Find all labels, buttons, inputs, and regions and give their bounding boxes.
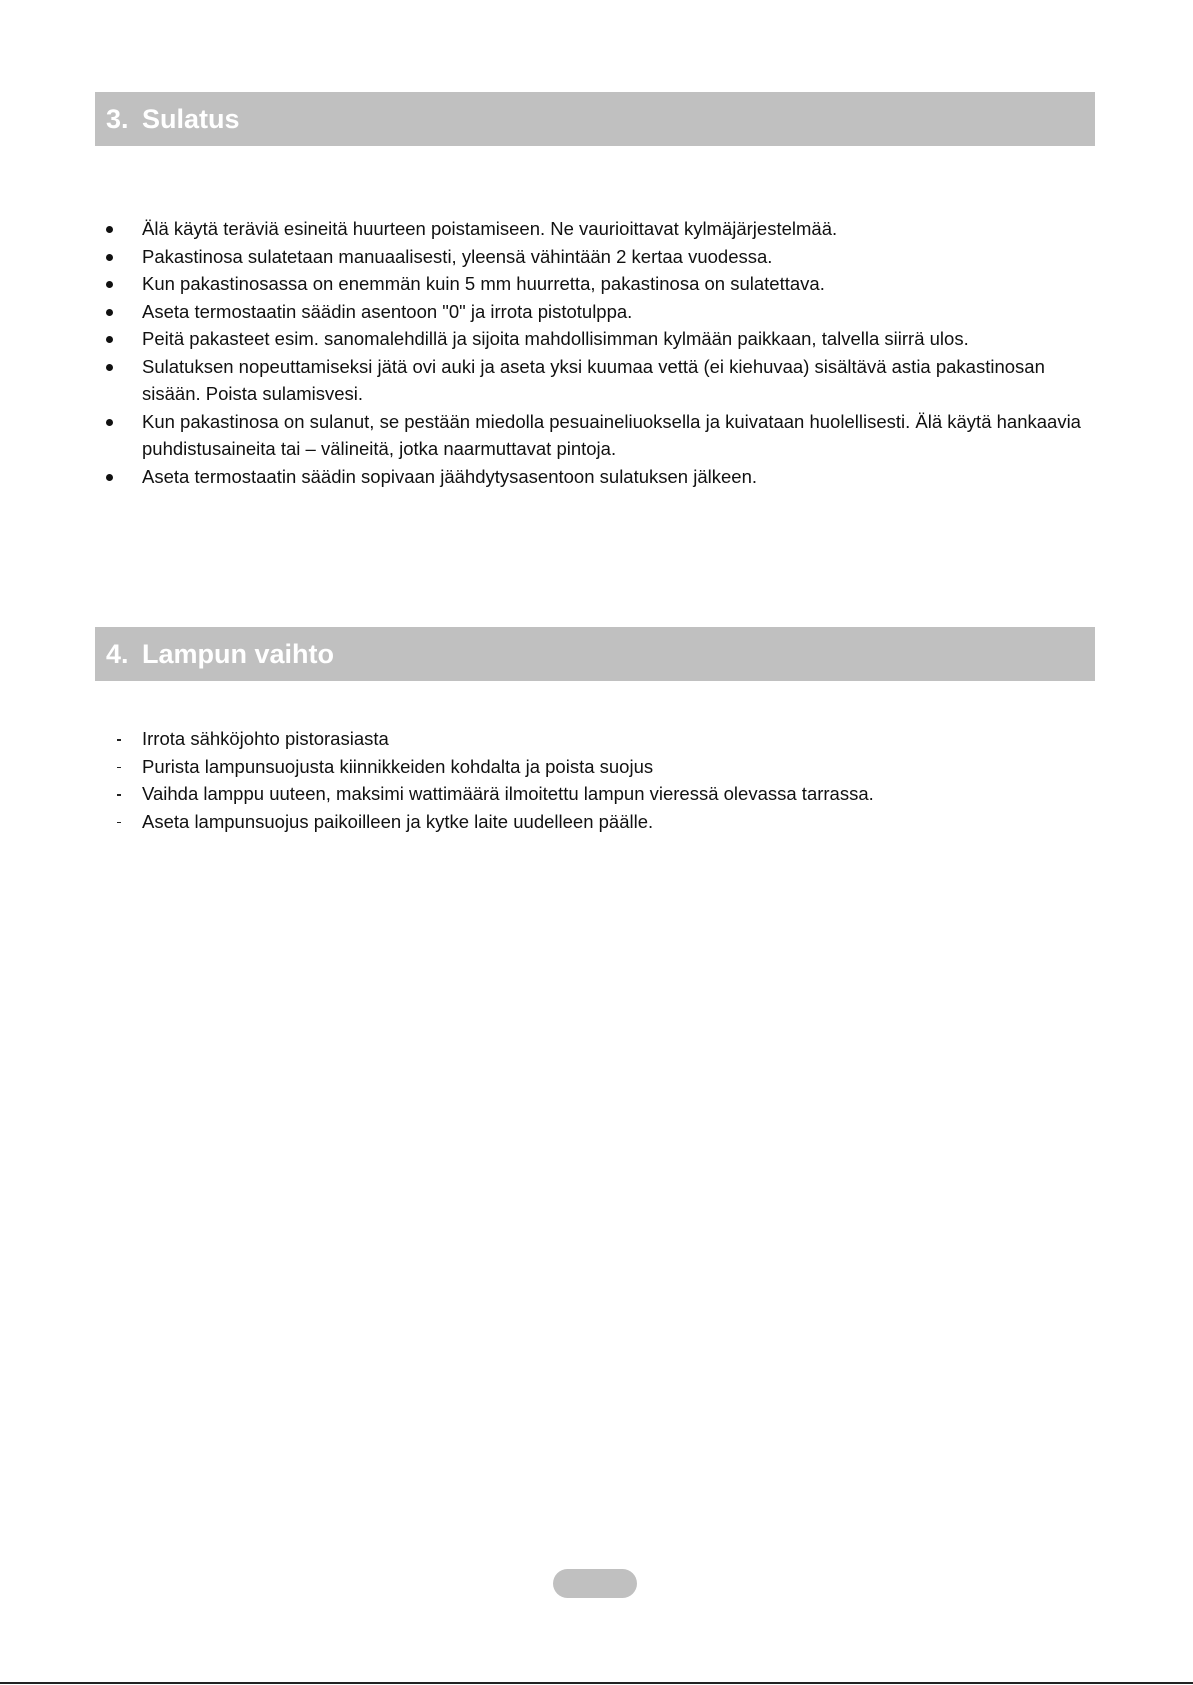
section-header-sulatus [95, 92, 1095, 146]
section-number: 3. [106, 104, 129, 134]
section-title: Lampun vaihto [142, 639, 335, 669]
list-item-text: Irrota sähköjohto pistorasiasta [142, 728, 389, 749]
section-header-lampun-vaihto [95, 627, 1095, 681]
page-number-tab [553, 1569, 637, 1598]
list-item [95, 298, 1095, 326]
list-item-text: Sulatuksen nopeuttamiseksi jätä ovi auki ja aseta yksi kuumaa vettä (ei kiehuvaa) sisältävä astia pakastinosan sisään. Poista sulamisvesi. [142, 355, 1045, 404]
list-item [95, 270, 1095, 298]
list-item-text: Aseta lampunsuojus paikoilleen ja kytke laite uudelleen päälle. [142, 810, 654, 832]
list-item-text: Purista lampunsuojusta kiinnikkeiden kohdalta ja poista suojus [142, 755, 654, 777]
list-item-text: Kun pakastinosassa on enemmän kuin 5 mm huurretta, pakastinosa on sulatettava. [142, 273, 825, 294]
list-item [95, 325, 1095, 353]
list-item-text: Aseta termostaatin säädin asentoon "0" ja irrota pistotulppa. [142, 300, 633, 322]
footer-divider [0, 1682, 1193, 1684]
list-item-text: Älä käytä teräviä esineitä huurteen poistamiseen. Ne vaurioittavat kylmäjärjestelmää. [142, 218, 838, 239]
list-item-text: Vaihda lamppu uuteen, maksimi wattimäärä ilmoitettu lampun vieressä olevassa tarrassa. [142, 783, 874, 804]
list-item-text: Peitä pakasteet esim. sanomalehdillä ja sijoita mahdollisimman kylmään paikkaan, talvella siirrä ulos. [142, 328, 969, 349]
list-item [95, 408, 1095, 463]
list-item [95, 725, 1095, 753]
list-item [95, 353, 1095, 408]
section-number: 4. [106, 639, 129, 669]
section-title: Sulatus [142, 104, 240, 134]
list-item [95, 780, 1095, 808]
list-item [95, 753, 1095, 781]
list-item-text: Kun pakastinosa on sulanut, se pestään miedolla pesuaineliuoksella ja kuivataan huolellisesti. Älä käytä hankaavia puhdistusaineita tai – välineitä, jotka naarmuttavat pintoja. [142, 410, 1081, 459]
list-item [95, 243, 1095, 271]
list-item-text: Aseta termostaatin säädin sopivaan jäähdytysasentoon sulatuksen jälkeen. [142, 465, 757, 487]
lampun-vaihto-steps-list [95, 725, 1095, 835]
list-item [95, 215, 1095, 243]
list-item-text: Pakastinosa sulatetaan manuaalisesti, yleensä vähintään 2 kertaa vuodessa. [142, 245, 773, 267]
sulatus-instructions-list [95, 215, 1095, 490]
list-item [95, 463, 1095, 491]
list-item [95, 808, 1095, 836]
